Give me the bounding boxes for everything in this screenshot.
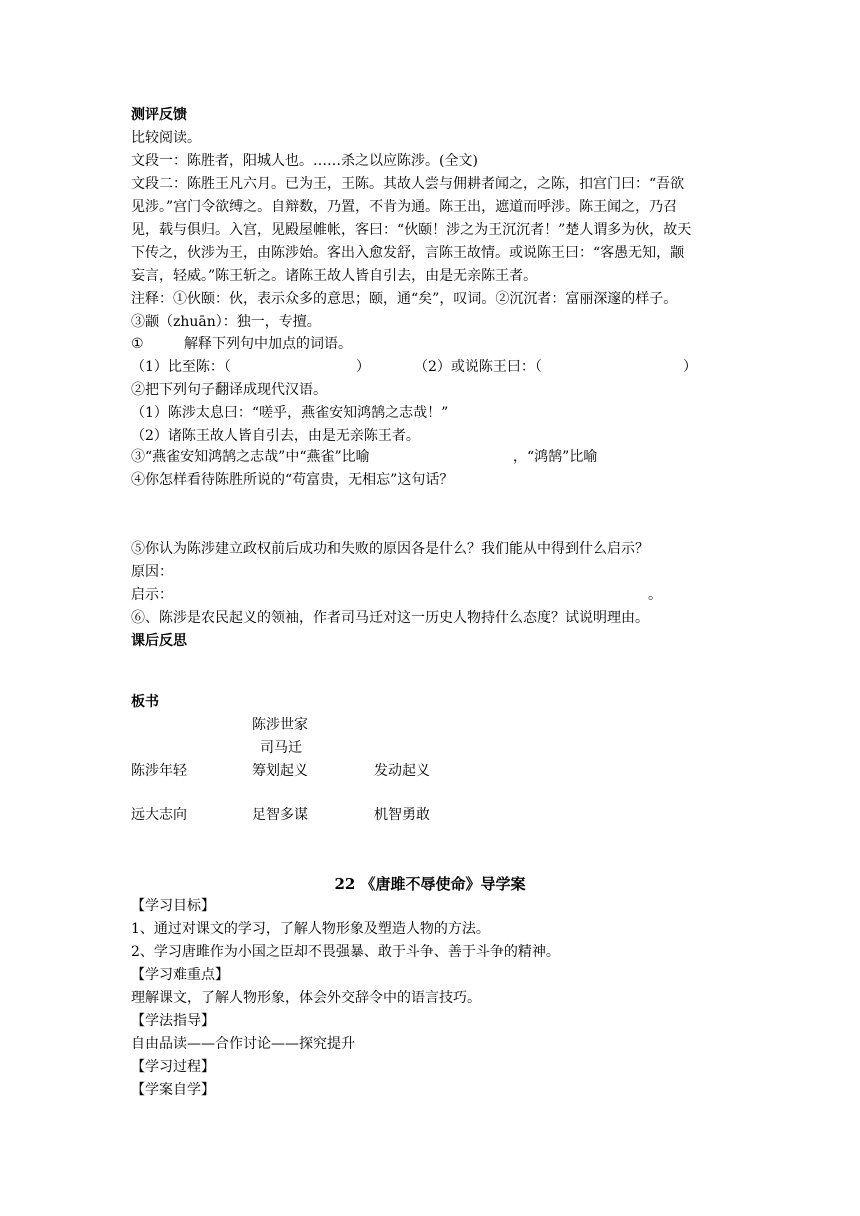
question-one-b-label: （2）或说陈王曰：（	[414, 359, 542, 375]
passage-two-line: 文段二：陈胜王凡六月。已为王，王陈。其故人尝与佣耕者闻之，之陈，扣宫门曰：“吾欲	[131, 176, 685, 192]
passage-two-line: 见涉。”宫门令欲缚之。自辩数，乃置，不肯为通。陈王出，遮道而呼涉。陈王闻之，乃召	[131, 199, 678, 215]
method-text: 自由品读——合作讨论——探究提升	[131, 1036, 355, 1052]
board-cell: 足智多谋	[252, 807, 308, 823]
process-heading: 【学习过程】	[131, 1059, 215, 1075]
method-heading: 【学法指导】	[131, 1013, 215, 1029]
question-three-b: ，“鸿鹄”比喻	[513, 449, 598, 465]
board-cell: 发动起义	[374, 763, 430, 779]
board-title: 陈涉世家	[252, 717, 308, 733]
self-study-heading: 【学案自学】	[131, 1082, 215, 1098]
passage-two-line: 妄言，轻威。”陈王斩之。诸陈王故人皆自引去，由是无亲陈王者。	[131, 268, 538, 284]
question-five-period: 。	[648, 587, 662, 603]
passage-two-line: 下传之，伙涉为王，由陈涉始。客出入愈发舒，言陈王故情。或说陈王曰：“客愚无知，颛	[131, 245, 685, 261]
question-five-insight: 启示：	[131, 587, 173, 603]
question-one-number: ①	[131, 336, 144, 352]
goal-item: 2、学习唐雎作为小国之臣却不畏强暴、敢于斗争、善于斗争的精神。	[131, 944, 560, 960]
compare-reading-label: 比较阅读。	[131, 130, 201, 146]
question-five: ⑤你认为陈涉建立政权前后成功和失败的原因各是什么？我们能从中得到什么启示？	[131, 541, 649, 557]
reflection-heading: 课后反思	[131, 633, 187, 649]
goals-heading: 【学习目标】	[131, 898, 215, 914]
question-one-a-label: （1）比至陈：（	[131, 359, 231, 375]
question-two-b: （2）诸陈王故人皆自引去，由是无亲陈王者。	[131, 428, 420, 444]
notes-line: ③颛（zhuān）：独一，专擅。	[131, 314, 321, 330]
key-heading: 【学习难重点】	[131, 967, 229, 983]
board-cell: 筹划起义	[252, 763, 308, 779]
passage-one: 文段一：陈胜者，阳城人也。……杀之以应陈涉。(全文)	[131, 153, 478, 169]
question-one-text: 解释下列句中加点的词语。	[184, 336, 352, 352]
board-cell: 机智勇敢	[374, 807, 430, 823]
goal-item: 1、通过对课文的学习，了解人物形象及塑造人物的方法。	[131, 921, 490, 937]
board-cell: 陈涉年轻	[131, 763, 187, 779]
question-two-a: （1）陈涉太息曰：“嗟乎，燕雀安知鸿鹄之志哉！”	[131, 405, 449, 421]
board-heading: 板书	[131, 694, 159, 710]
question-five-reason: 原因：	[131, 564, 173, 580]
key-text: 理解课文，了解人物形象，体会外交辞令中的语言技巧。	[131, 990, 481, 1006]
question-four: ④你怎样看待陈胜所说的“苟富贵，无相忘”这句话？	[131, 472, 454, 488]
question-one-b-close: ）	[683, 359, 697, 375]
board-cell: 远大志向	[131, 807, 187, 823]
question-one-a-close: ）	[356, 359, 370, 375]
review-heading: 测评反馈	[131, 107, 187, 123]
question-three-a: ③“燕雀安知鸿鹄之志哉”中“燕雀”比喻	[131, 449, 370, 465]
passage-two-line: 见，载与俱归。入宫，见殿屋帷帐，客曰：“伙颐！涉之为王沉沉者！”楚人谓多为伙，故天	[131, 222, 692, 238]
question-six: ⑥、陈涉是农民起义的领袖，作者司马迁对这一历史人物持什么态度？试说明理由。	[131, 610, 649, 626]
board-author: 司马迁	[260, 740, 302, 756]
question-two: ②把下列句子翻译成现代汉语。	[131, 382, 327, 398]
notes-line: 注释：①伙颐：伙，表示众多的意思；颐，通“矣”，叹词。②沉沉者：富丽深邃的样子。	[131, 291, 678, 307]
lesson-title: 22 《唐雎不辱使命》导学案	[334, 875, 526, 893]
